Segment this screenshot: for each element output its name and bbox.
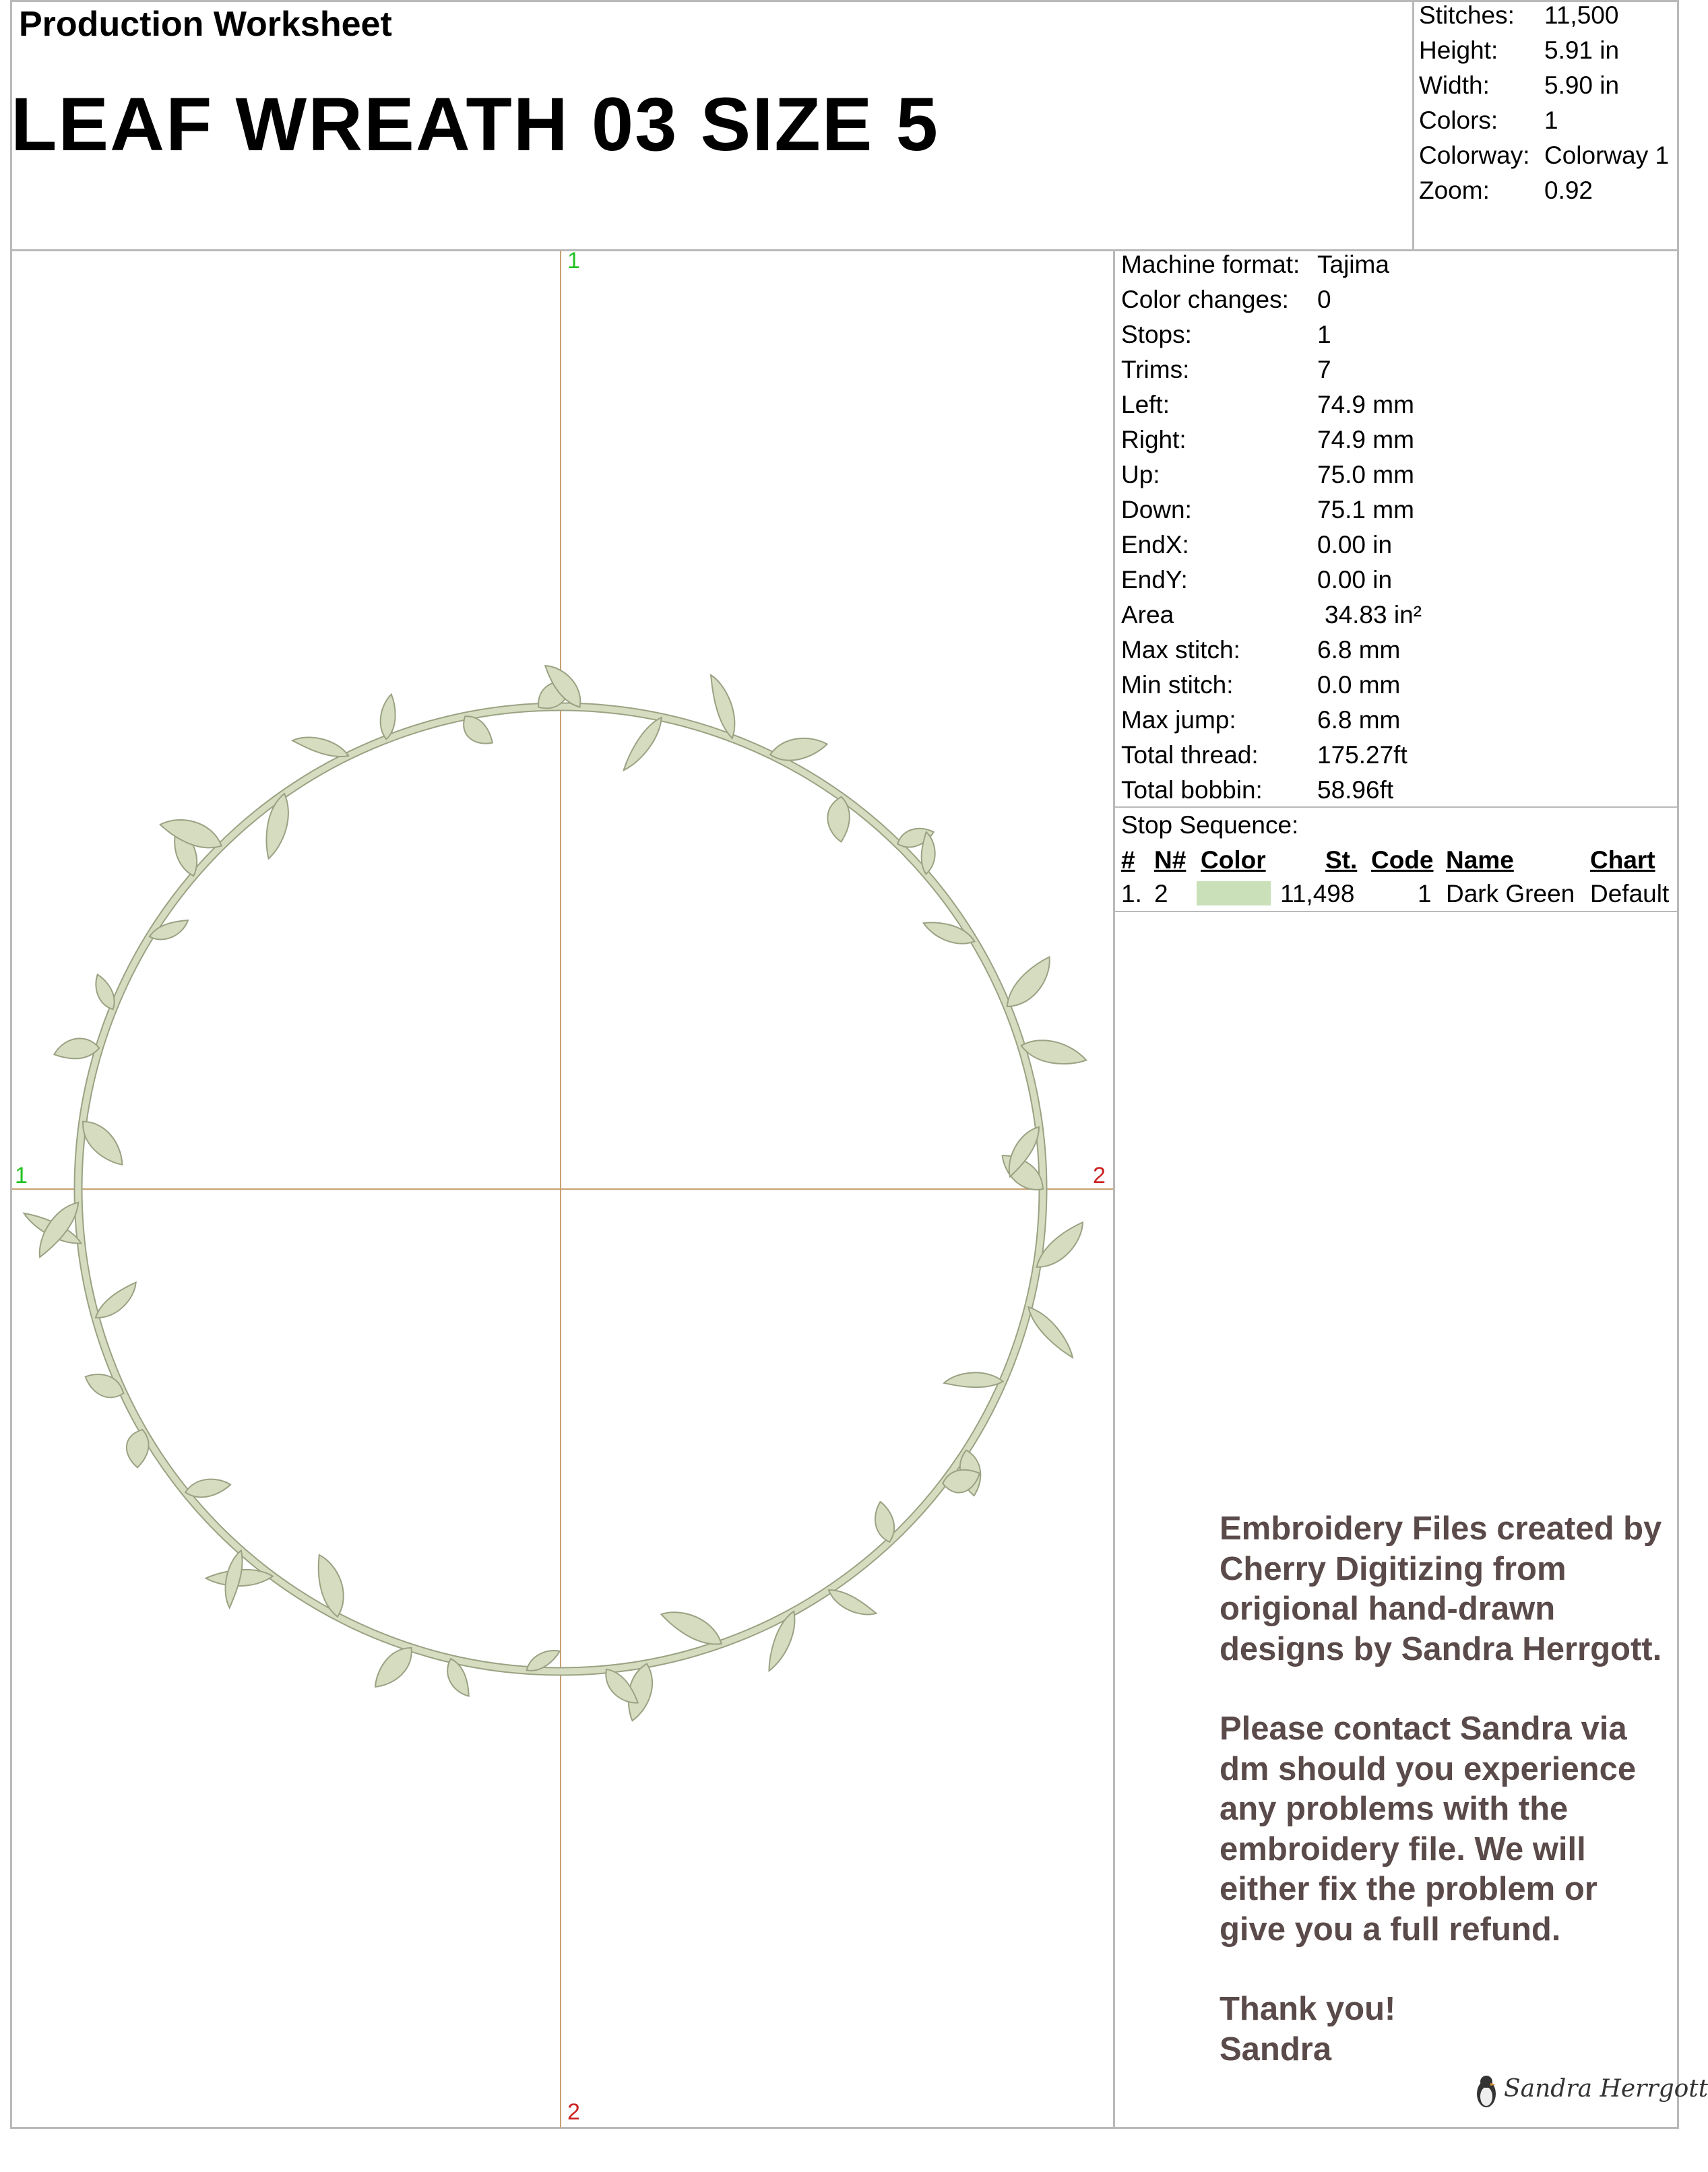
leaf bbox=[658, 1601, 727, 1653]
leaf bbox=[944, 1371, 1003, 1388]
signature-text: Sandra Herrgott bbox=[1504, 2075, 1708, 2103]
penguin-icon bbox=[1466, 2071, 1507, 2111]
axis-label-bottom: 2 bbox=[567, 2099, 580, 2125]
stop-needle: 2 bbox=[1154, 880, 1168, 907]
frame-right bbox=[1677, 0, 1679, 2129]
wreath-leaves bbox=[20, 658, 1092, 1723]
leaf bbox=[621, 713, 666, 775]
stats-divider bbox=[1412, 0, 1414, 251]
info-divider bbox=[1113, 806, 1679, 808]
note-signoff: Sandra bbox=[1220, 2031, 1332, 2068]
leaf bbox=[1023, 1303, 1080, 1360]
design-name: LEAF WREATH 03 SIZE 5 bbox=[11, 82, 939, 166]
thread-color-swatch bbox=[1197, 881, 1271, 905]
leaf bbox=[825, 1585, 877, 1623]
note-credits: Embroidery Files created by Cherry Digitizing from origional hand-drawn designs by Sandra Herrgott. bbox=[1220, 1510, 1662, 1667]
note-contact: Please contact Sandra via dm should you experience any problems with the embroidery file. We will either fix the problem or give you a full refund. bbox=[1220, 1711, 1637, 1948]
stop-stitches: 11,498 bbox=[1280, 880, 1355, 907]
leaf bbox=[82, 1370, 127, 1402]
col-header-chart: Chart bbox=[1590, 846, 1655, 874]
col-header-name: Name bbox=[1446, 846, 1514, 874]
col-header-color: Color bbox=[1201, 846, 1266, 874]
stop-num: 1. bbox=[1121, 880, 1142, 907]
axis-label-left: 1 bbox=[15, 1163, 28, 1188]
axis-label-right: 2 bbox=[1093, 1163, 1106, 1188]
col-header-needle: N# bbox=[1154, 846, 1187, 874]
note-thanks: Thank you! bbox=[1220, 1991, 1396, 2027]
panel-divider bbox=[1113, 249, 1115, 2129]
stop-thread-name: Dark Green bbox=[1446, 880, 1575, 907]
design-preview bbox=[12, 251, 1113, 2128]
col-header-num: # bbox=[1121, 846, 1135, 874]
signature-logo bbox=[1466, 2067, 1708, 2114]
axis-label-top: 1 bbox=[567, 248, 580, 274]
leaf bbox=[91, 1280, 143, 1324]
col-header-stitches: St. bbox=[1325, 846, 1358, 874]
worksheet-title: Production Worksheet bbox=[19, 5, 392, 44]
stop-chart: Default bbox=[1590, 880, 1670, 907]
designer-note bbox=[1220, 1509, 1664, 2070]
leaf bbox=[1000, 953, 1061, 1015]
stop-code: 1 bbox=[1418, 880, 1432, 907]
leaf bbox=[369, 1640, 419, 1695]
table-bottom bbox=[1113, 911, 1679, 912]
col-header-code: Code bbox=[1371, 846, 1434, 874]
stop-sequence-label: Stop Sequence: bbox=[1121, 811, 1299, 839]
